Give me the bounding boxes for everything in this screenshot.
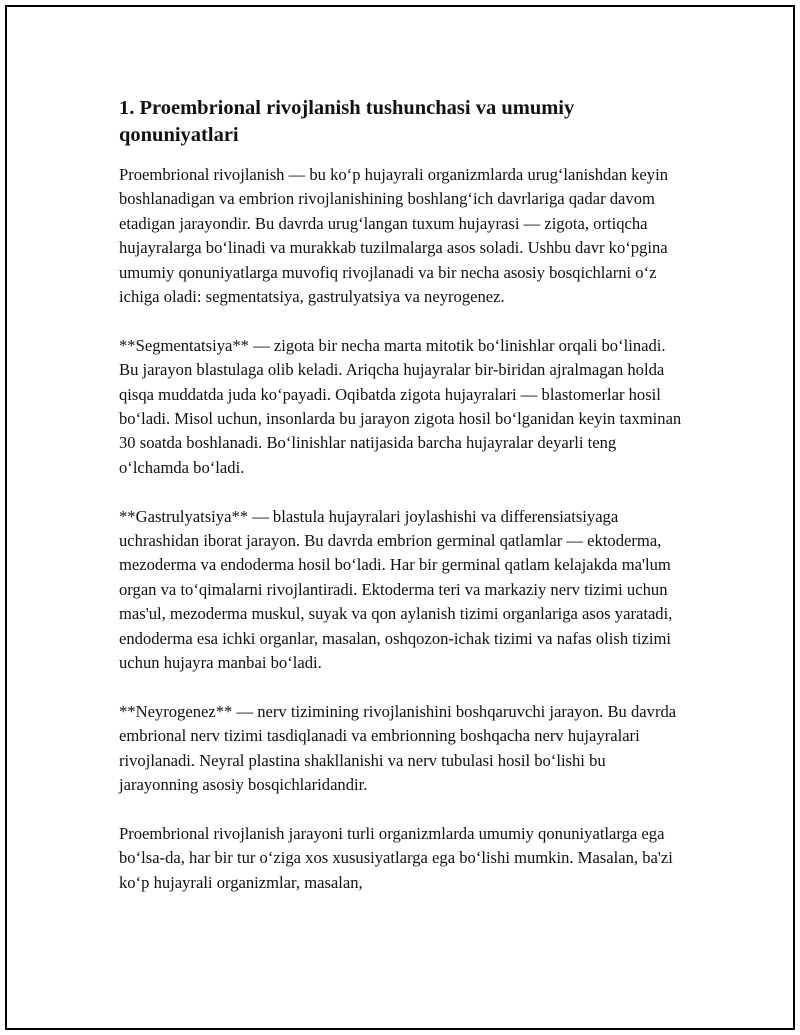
paragraph-gastrulyatsiya: **Gastrulyatsiya** — blastula hujayralari joylashishi va differensiatsiyaga uchrashidan iborat jarayon. Bu davrda embrion germinal qatlamlar — ektoderma, mezoderma va endoderma hosil bo‘ladi. Har bir germinal qatlam kelajakda ma'lum organ va to‘qimalarni rivojlantiradi. Ektoderma teri va markaziy nerv tizimi uchun mas'ul, mezoderma muskul, suyak va qon aylanish tizimi organlariga asos yaratadi, endoderma esa ichki organlar, masalan, oshqozon-ichak tizimi va nafas olish tizimi uchun hujayra manbai bo‘ladi. <box>119 506 673 673</box>
page-frame <box>5 5 795 1030</box>
paragraph-conclusion: Proembrional rivojlanish jarayoni turli organizmlarda umumiy qonuniyatlarga ega bo‘lsa-da, har bir tur o‘ziga xos xususiyatlarga ega bo‘lishi mumkin. Masalan, ba'zi ko‘p hujayrali organizmlar, masalan, <box>119 823 673 892</box>
document-body <box>119 95 689 920</box>
section-title: 1. Proembrional rivojlanish tushunchasi va umumiy qonuniyatlari <box>119 97 575 146</box>
paragraph-neyrogenez: **Neyrogenez** — nerv tizimining rivojlanishini boshqaruvchi jarayon. Bu davrda embrional nerv tizimi tasdiqlanadi va embrionning boshqacha nerv hujayralari rivojlanadi. Neyral plastina shakllanishi va nerv tubulasi hosil bo‘lishi bu jarayonning asosiy bosqichlaridandir. <box>119 701 677 795</box>
paragraph-intro: Proembrional rivojlanish — bu ko‘p hujayrali organizmlarda urug‘lanishdan keyin boshlanadigan va embrion rivojlanishining boshlang‘ich davrlariga qadar davom etadigan jarayondir. Bu davrda urug‘langan tuxum hujayrasi — zigota, ortiqcha hujayralarga bo‘linadi va murakkab tuzilmalarga asos soladi. Ushbu davr ko‘pgina umumiy qonuniyatlarga muvofiq rivojlanadi va bir necha asosiy bosqichlarni o‘z ichiga oladi: segmentatsiya, gastrulyatsiya va neyrogenez. <box>119 165 669 307</box>
paragraph-segmentatsiya: **Segmentatsiya** — zigota bir necha marta mitotik bo‘linishlar orqali bo‘linadi. Bu jarayon blastulaga olib keladi. Ariqcha hujayralar bir-biridan ajralmagan holda qisqa muddatda juda ko‘payadi. Oqibatda zigota hujayralari — blastomerlar hosil bo‘ladi. Misol uchun, insonlarda bu jarayon zigota hosil bo‘lganidan keyin taxminan 30 soatda boshlanadi. Bo‘linishlar natijasida barcha hujayralar deyarli teng o‘lchamda bo‘ladi. <box>119 335 682 477</box>
